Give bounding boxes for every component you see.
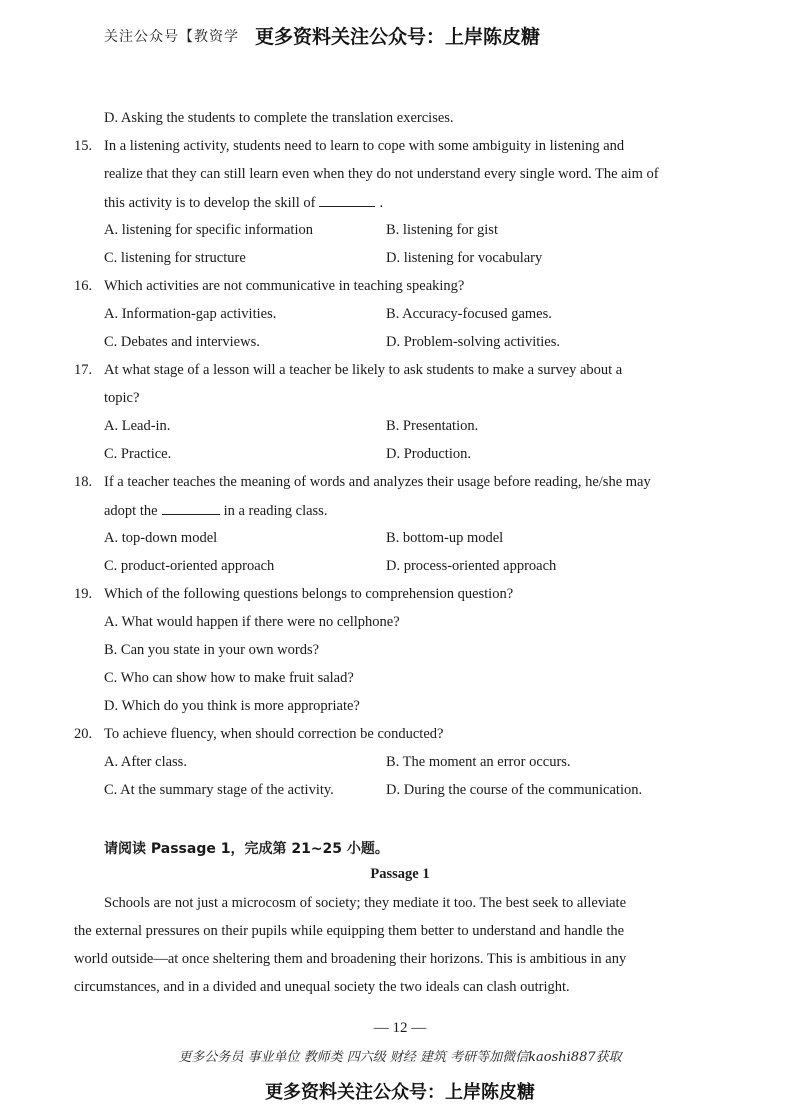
q16-number: 16.	[74, 278, 93, 294]
q18-option-a: A. top-down model	[104, 530, 218, 546]
header-main-text: 更多资料关注公众号：上岸陈皮糖	[255, 26, 541, 48]
q20-stem: To achieve fluency, when should correction be conducted?	[104, 726, 444, 742]
q17-stem-line2: topic?	[104, 390, 140, 406]
q15-stem-line3-pre: this activity is to develop the skill of	[104, 195, 316, 211]
q18-option-c: C. product-oriented approach	[104, 558, 275, 574]
q16-stem: Which activities are not communicative in teaching speaking?	[104, 278, 465, 294]
q16-option-a: A. Information-gap activities.	[104, 306, 277, 322]
footer-ad-line: 更多公务员 事业单位 教师类 四六级 财经 建筑 考研等加微信kaoshi887获取	[178, 1050, 622, 1065]
q17-option-d: D. Production.	[386, 446, 471, 462]
q15-number: 15.	[74, 138, 93, 154]
q18-stem-line1: If a teacher teaches the meaning of words and analyzes their usage before reading, he/she may	[104, 474, 651, 490]
passage-line: the external pressures on their pupils while equipping them better to understand and handle the	[74, 923, 625, 939]
q16-option-c: C. Debates and interviews.	[104, 334, 260, 350]
passage-line: world outside—at once sheltering them and broadening their horizons. This is ambitious in any	[74, 951, 627, 967]
passage-line: Schools are not just a microcosm of society; they mediate it too. The best seek to alleviate	[104, 895, 626, 911]
header-left-text: 关注公众号【教资学	[104, 29, 239, 45]
q18-stem-line2-post: in a reading class.	[223, 503, 328, 519]
q16-option-b: B. Accuracy-focused games.	[386, 306, 552, 322]
q16-option-d: D. Problem-solving activities.	[386, 334, 560, 350]
q17-option-b: B. Presentation.	[386, 418, 479, 434]
q15-option-b: B. listening for gist	[386, 222, 498, 238]
q15-stem-line3	[104, 192, 383, 213]
q15-stem-line1: In a listening activity, students need to learn to cope with some ambiguity in listening and	[104, 138, 625, 154]
q15-stem-line3-post: .	[379, 195, 384, 211]
q18-stem-line2-pre: adopt the	[104, 503, 158, 519]
q19-option-d: D. Which do you think is more appropriate?	[104, 698, 360, 714]
q20-option-b: B. The moment an error occurs.	[386, 754, 571, 770]
footer-main-text: 更多资料关注公众号：上岸陈皮糖	[265, 1082, 535, 1103]
q20-option-a: A. After class.	[104, 754, 187, 770]
q19-option-c: C. Who can show how to make fruit salad?	[104, 670, 354, 686]
q18-option-b: B. bottom-up model	[386, 530, 504, 546]
q15-stem-line2: realize that they can still learn even when they do not understand every single word. The aim of	[104, 166, 659, 182]
q19-option-b: B. Can you state in your own words?	[104, 642, 320, 658]
q17-number: 17.	[74, 362, 93, 378]
q18-stem-line2	[104, 500, 327, 521]
q19-option-a: A. What would happen if there were no cellphone?	[104, 614, 400, 630]
q17-option-a: A. Lead-in.	[104, 418, 171, 434]
answer-blank	[319, 192, 375, 207]
q18-option-d: D. process-oriented approach	[386, 558, 557, 574]
q15-option-c: C. listening for structure	[104, 250, 246, 266]
q19-stem: Which of the following questions belongs to comprehension question?	[104, 586, 514, 602]
reading-instruction: 请阅读 Passage 1，完成第 21~25 小题。	[104, 841, 389, 857]
q17-option-c: C. Practice.	[104, 446, 172, 462]
q20-option-d: D. During the course of the communication.	[386, 782, 643, 798]
q18-number: 18.	[74, 474, 93, 490]
q19-number: 19.	[74, 586, 93, 602]
q20-number: 20.	[74, 726, 93, 742]
q14-option-d: D. Asking the students to complete the translation exercises.	[104, 110, 454, 126]
page-number: — 12 —	[373, 1020, 427, 1036]
q20-option-c: C. At the summary stage of the activity.	[104, 782, 334, 798]
answer-blank	[162, 500, 220, 515]
passage-line: circumstances, and in a divided and unequal society the two ideals can clash outright.	[74, 979, 570, 995]
passage-title: Passage 1	[370, 866, 430, 882]
q15-option-d: D. listening for vocabulary	[386, 250, 543, 266]
q15-option-a: A. listening for specific information	[104, 222, 313, 238]
q17-stem-line1: At what stage of a lesson will a teacher be likely to ask students to make a survey about a	[104, 362, 623, 378]
